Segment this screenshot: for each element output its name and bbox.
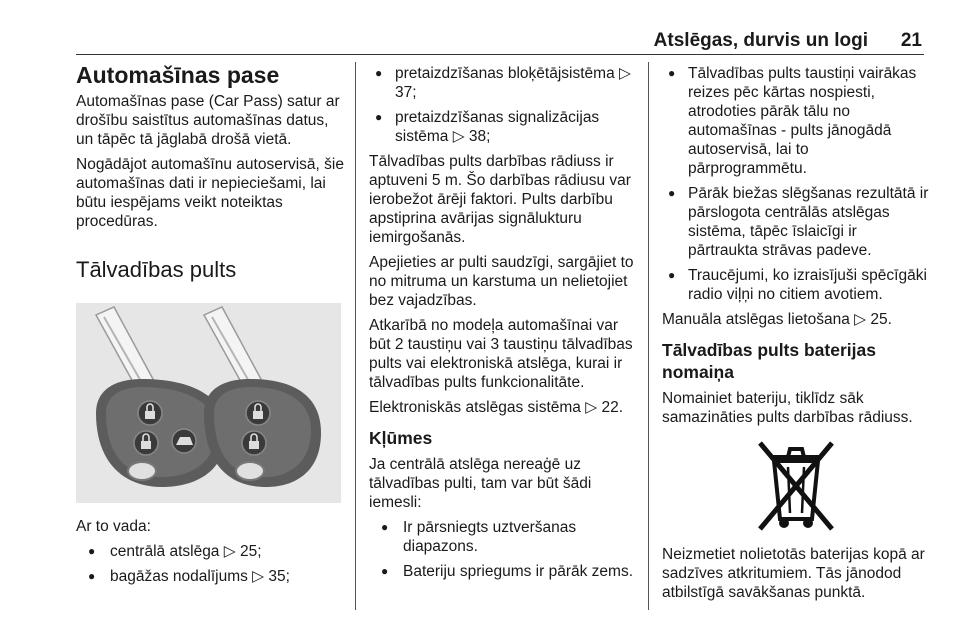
list-item: ● pretaizdzīšanas signalizācijas sistēma ▷ 38; xyxy=(369,108,637,146)
crossed-out-bin-icon xyxy=(750,435,842,535)
heading-car-pass: Automašīnas pase xyxy=(76,62,280,88)
list-item: ● pretaizdzīšanas bloķētājsistēma ▷ 37; xyxy=(369,64,637,102)
paragraph: Ja centrālā atslēga nereaģē uz tālvadības pulti, tam var būt šādi iemesli: xyxy=(369,456,592,511)
column-divider xyxy=(355,62,356,610)
bullet-list xyxy=(369,518,637,581)
list-item: ● Pārāk biežas slēgšanas rezultātā ir pārslogota centrālās atslēgas sistēma, tāpēc īslaicīgi ir pārtraukta strāvas padeve. xyxy=(662,184,930,260)
page-number: 21 xyxy=(900,30,922,51)
column-1 xyxy=(76,62,344,592)
remote-keys-image xyxy=(76,303,341,503)
paragraph: Nogādājot automašīnu autoservisā, šie automašīnas dati ir nepieciešami, lai būtu iespējams veikt noteiktas procedūras. xyxy=(76,156,344,230)
bullet-list xyxy=(369,64,637,146)
section-title: Atslēgas, durvis un logi xyxy=(653,30,868,51)
page-header xyxy=(0,28,960,56)
paragraph: Tālvadības pults darbības rādiuss ir aptuveni 5 m. Šo darbības rādiusu var ierobežot ārēji faktori. Pults darbību apstiprina avārijas signālukturu iemirgošanās. xyxy=(369,153,631,246)
paragraph: Ar to vada: xyxy=(76,518,151,535)
list-item: ● centrālā atslēga ▷ 25; xyxy=(76,542,344,561)
paragraph: Nomainiet bateriju, tiklīdz sāk samazināties pults darbības rādiuss. xyxy=(662,390,913,426)
column-3 xyxy=(662,64,930,608)
paragraph: Automašīnas pase (Car Pass) satur ar drošību saistītus automašīnas datus, un tāpēc tā jāglabā drošā vietā. xyxy=(76,93,340,148)
paragraph: Atkarībā no modeļa automašīnai var būt 2 taustiņu vai 3 taustiņu tālvadības pults vai elektroniskā atslēga, kurai ir tālvadības pults funkcionalitāte. xyxy=(369,317,633,391)
list-item: ● Traucējumi, ko izraisījuši spēcīgāki radio viļņi no citiem avotiem. xyxy=(662,266,930,304)
header-rule xyxy=(76,54,924,55)
heading-remote-control: Tālvadības pults xyxy=(76,257,237,282)
list-item: ● bagāžas nodalījums ▷ 35; xyxy=(76,567,344,586)
bullet-list xyxy=(662,64,930,304)
paragraph: Elektroniskās atslēgas sistēma ▷ 22. xyxy=(369,399,624,416)
paragraph: Apejieties ar pulti saudzīgi, sargājiet to no mitruma un karstuma un nelietojiet bez vajadzības. xyxy=(369,254,634,309)
paragraph: Manuāla atslēgas lietošana ▷ 25. xyxy=(662,311,892,328)
list-item: ● Bateriju spriegums ir pārāk zems. xyxy=(369,562,637,581)
column-divider xyxy=(648,62,649,610)
heading-battery-replacement: Tālvadības pults baterijas nomaiņa xyxy=(662,340,876,382)
bullet-list xyxy=(76,542,344,586)
heading-faults: Kļūmes xyxy=(369,428,433,448)
list-item: ● Ir pārsniegts uztveršanas diapazons. xyxy=(369,518,637,556)
list-item: ● Tālvadības pults taustiņi vairākas reizes pēc kārtas nospiesti, atrodoties pārāk tālu no automašīnas - pults jānogādā autoservisā, lai to pārprogrammētu. xyxy=(662,64,930,178)
paragraph: Neizmetiet nolietotās baterijas kopā ar sadzīves atkritumiem. Tās jānodod atbilstīgā savākšanas punktā. xyxy=(662,546,925,601)
column-2 xyxy=(369,64,637,587)
